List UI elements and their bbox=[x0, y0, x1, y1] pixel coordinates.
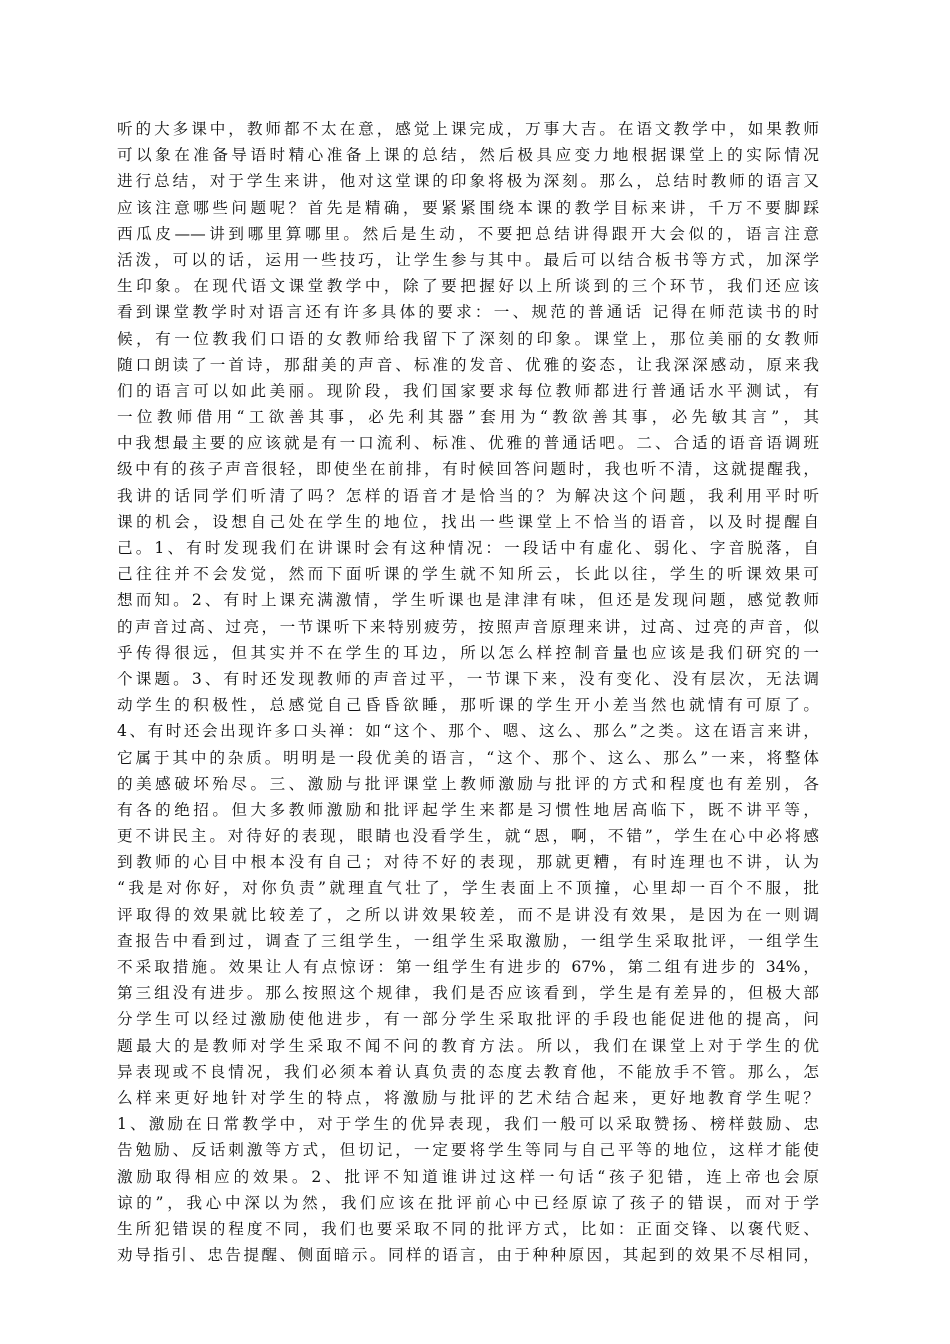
text-line: 乎传得很远，但其实并不在学生的耳边，所以怎么样控制音量也应该是我们研究的一 bbox=[117, 643, 819, 662]
text-line: 更不讲民主。对待好的表现，眼睛也没看学生，就“恩，啊，不错”，学生在心中必将感 bbox=[117, 827, 819, 846]
text-line: 个课题。3、有时还发现教师的声音过平，一节课下来，没有变化、没有层次，无法调 bbox=[117, 669, 819, 688]
text-line: 一位教师借用“工欲善其事，必先利其器”套用为“教欲善其事，必先敏其言”，其 bbox=[117, 408, 819, 427]
text-line: 1、激励在日常教学中，对于学生的优异表现，我们一般可以采取赞扬、榜样鼓励、忠 bbox=[117, 1115, 819, 1134]
text-line: 候，有一位教我们口语的女教师给我留下了深刻的印象。课堂上，那位美丽的女教师 bbox=[117, 329, 819, 348]
text-line: 4、有时还会出现许多口头禅：如“这个、那个、嗯、这么、那么”之类。这在语言来讲， bbox=[117, 722, 819, 741]
text-line: 西瓜皮——讲到哪里算哪里。然后是生动，不要把总结讲得跟开大会似的，语言注意 bbox=[117, 224, 819, 243]
text-line: 题最大的是教师对学生采取不闻不问的教育方法。所以，我们在课堂上对于学生的优 bbox=[117, 1036, 819, 1055]
text-line: 激励取得相应的效果。2、批评不知道谁讲过这样一句话“孩子犯错，连上帝也会原 bbox=[117, 1167, 819, 1186]
text-line: 么样来更好地针对学生的特点，将激励与批评的艺术结合起来，更好地教育学生呢？ bbox=[117, 1088, 819, 1107]
text-line: 们的语言可以如此美丽。现阶段，我们国家要求每位教师都进行普通话水平测试，有 bbox=[117, 381, 819, 400]
text-line: 己。1、有时发现我们在讲课时会有这种情况：一段话中有虚化、弱化、字音脱落，自 bbox=[117, 539, 819, 557]
text-line: 听的大多课中，教师都不太在意，感觉上课完成，万事大吉。在语文教学中，如果教师 bbox=[117, 120, 819, 138]
text-line: “我是对你好，对你负责”就理直气壮了，学生表面上不顶撞，心里却一百个不服，批 bbox=[117, 879, 819, 898]
text-line: 谅的”，我心中深以为然，我们应该在批评前心中已经原谅了孩子的错误，而对于学 bbox=[117, 1193, 819, 1212]
text-line: 我讲的话同学们听清了吗？怎样的语音才是恰当的？为解决这个问题，我利用平时听 bbox=[117, 486, 819, 505]
text-line: 劝导指引、忠告提醒、侧面暗示。同样的语言，由于种种原因，其起到的效果不尽相同， bbox=[117, 1246, 819, 1265]
text-line: 课的机会，设想自己处在学生的地位，找出一些课堂上不恰当的语音，以及时提醒自 bbox=[117, 512, 819, 531]
text-line: 告勉励、反话刺激等方式，但切记，一定要将学生等同与自己平等的地位，这样才能使 bbox=[117, 1141, 819, 1160]
text-line: 想而知。2、有时上课充满激情，学生听课也是津津有味，但还是发现问题，感觉教师 bbox=[117, 591, 819, 610]
text-line: 有各的绝招。但大多教师激励和批评起学生来都是习惯性地居高临下，既不讲平等， bbox=[117, 800, 819, 819]
text-line: 应该注意哪些问题呢？首先是精确，要紧紧围绕本课的教学目标来讲，千万不要脚踩 bbox=[117, 198, 819, 217]
text-line: 看到课堂教学时对语言还有许多具体的要求：一、规范的普通话 记得在师范读书的时 bbox=[117, 303, 819, 322]
text-line: 进行总结，对于学生来讲，他对这堂课的印象将极为深刻。那么，总结时教师的语言又 bbox=[117, 172, 819, 191]
text-line: 的声音过高、过亮，一节课听下来特别疲劳，按照声音原理来讲，过高、过亮的声音，似 bbox=[117, 617, 819, 636]
body-text bbox=[117, 116, 819, 1268]
text-line: 活泼，可以的话，运用一些技巧，让学生参与其中。最后可以结合板书等方式，加深学 bbox=[117, 250, 819, 269]
text-line: 动学生的积极性，总感觉自己昏昏欲睡，那听课的学生开小差当然也就情有可原了。 bbox=[117, 696, 819, 715]
text-line: 生印象。在现代语文课堂教学中，除了要把握好以上所谈到的三个环节，我们还应该 bbox=[117, 277, 819, 296]
text-line: 分学生可以经过激励使他进步，有一部分学生采取批评的手段也能促进他的提高，问 bbox=[117, 1010, 819, 1029]
text-line: 查报告中看到过，调查了三组学生，一组学生采取激励，一组学生采取批评，一组学生 bbox=[117, 931, 819, 950]
text-line: 异表现或不良情况，我们必须本着认真负责的态度去教育他，不能放手不管。那么，怎 bbox=[117, 1062, 819, 1081]
text-line: 中我想最主要的应该就是有一口流利、标准、优雅的普通话吧。二、合适的语音语调班 bbox=[117, 434, 819, 453]
text-line: 评取得的效果就比较差了，之所以讲效果较差，而不是讲没有效果，是因为在一则调 bbox=[117, 905, 819, 924]
text-line: 己往往并不会发觉，然而下面听课的学生就不知所云，长此以往，学生的听课效果可 bbox=[117, 565, 819, 584]
text-line: 可以象在准备导语时精心准备上课的总结，然后极具应变力地根据课堂上的实际情况 bbox=[117, 146, 819, 165]
text-line: 不采取措施。效果让人有点惊讶：第一组学生有进步的 67%，第二组有进步的 34%， bbox=[117, 958, 819, 976]
text-line: 生所犯错误的程度不同，我们也要采取不同的批评方式，比如：正面交锋、以褒代贬、 bbox=[117, 1219, 819, 1238]
text-line: 第三组没有进步。那么按照这个规律，我们是否应该看到，学生是有差异的，但极大部 bbox=[117, 984, 819, 1003]
text-line: 的美感破坏殆尽。三、激励与批评课堂上教师激励与批评的方式和程度也有差别，各 bbox=[117, 774, 819, 793]
text-line: 随口朗读了一首诗，那甜美的声音、标准的发音、优雅的姿态，让我深深感动，原来我 bbox=[117, 355, 819, 374]
text-line: 它属于其中的杂质。明明是一段优美的语言，“这个、那个、这么、那么”一来，将整体 bbox=[117, 748, 819, 767]
text-line: 到教师的心目中根本没有自己；对待不好的表现，那就更糟，有时连理也不讲，认为 bbox=[117, 853, 819, 872]
text-line: 级中有的孩子声音很轻，即使坐在前排，有时候回答问题时，我也听不清，这就提醒我， bbox=[117, 460, 819, 479]
